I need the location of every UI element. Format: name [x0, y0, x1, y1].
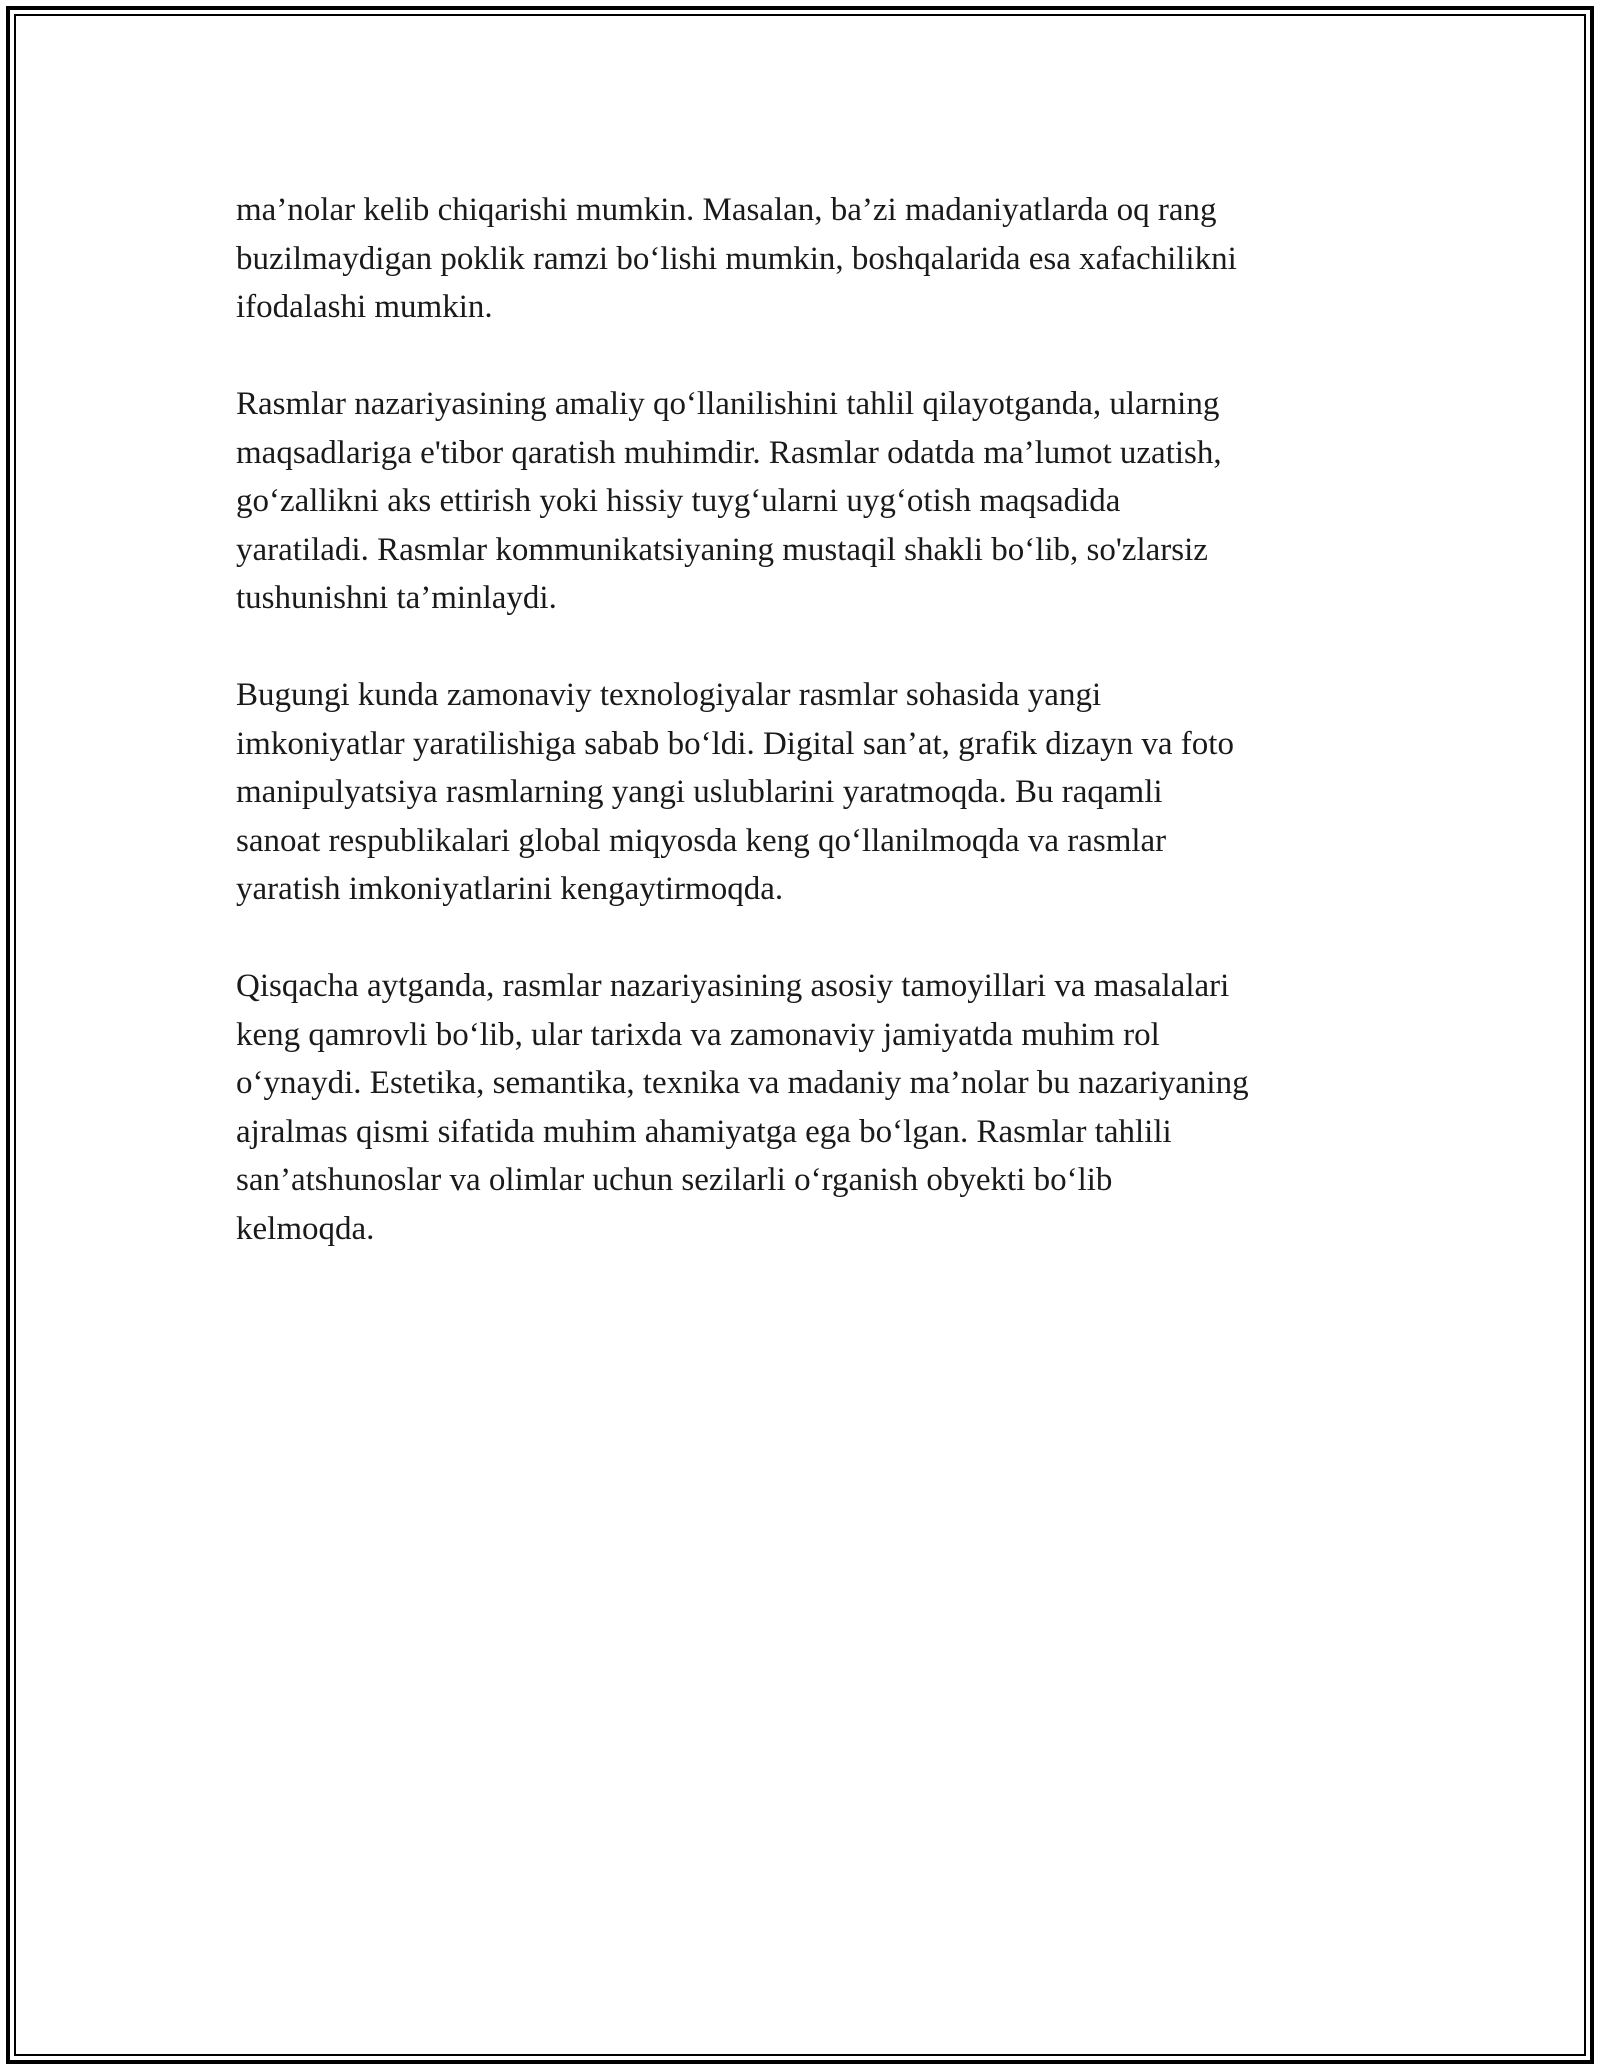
- paragraph-4: Qisqacha aytganda, rasmlar nazariyasining asosiy tamoyillari va masalalari keng qamrovli bo‘lib, ular tarixda va zamonaviy jamiyatda muhim rol o‘ynaydi. Estetika, semantika, texnika va madaniy ma’nolar bu nazariyaning ajralmas qismi sifatida muhim ahamiyatga ega bo‘lgan. Rasmlar tahlili san’atshunoslar va olimlar uchun sezilarli o‘rganish obyekti bo‘lib kelmoqda.: [236, 968, 1249, 1247]
- paragraph-3: Bugungi kunda zamonaviy texnologiyalar rasmlar sohasida yangi imkoniyatlar yaratilishiga sabab bo‘ldi. Digital san’at, grafik dizayn va foto manipulyatsiya rasmlarning yangi uslublarini yaratmoqda. Bu raqamli sanoat respublikalari global miqyosda keng qo‘llanilmoqda va rasmlar yaratish imkoniyatlarini kengaytirmoqda.: [236, 677, 1234, 907]
- document-body: [236, 186, 1386, 1302]
- paragraph-2: Rasmlar nazariyasining amaliy qo‘llanilishini tahlil qilayotganda, ularning maqsadlariga e'tibor qaratish muhimdir. Rasmlar odatda ma’lumot uzatish, go‘zallikni aks ettirish yoki hissiy tuyg‘ularni uyg‘otish maqsadida yaratiladi. Rasmlar kommunikatsiyaning mustaqil shakli bo‘lib, so'zlarsiz tushunishni ta’minlaydi.: [236, 386, 1222, 616]
- paragraph-1: ma’nolar kelib chiqarishi mumkin. Masalan, ba’zi madaniyatlarda oq rang buzilmaydigan poklik ramzi bo‘lishi mumkin, boshqalarida esa xafachilikni ifodalashi mumkin.: [236, 192, 1237, 325]
